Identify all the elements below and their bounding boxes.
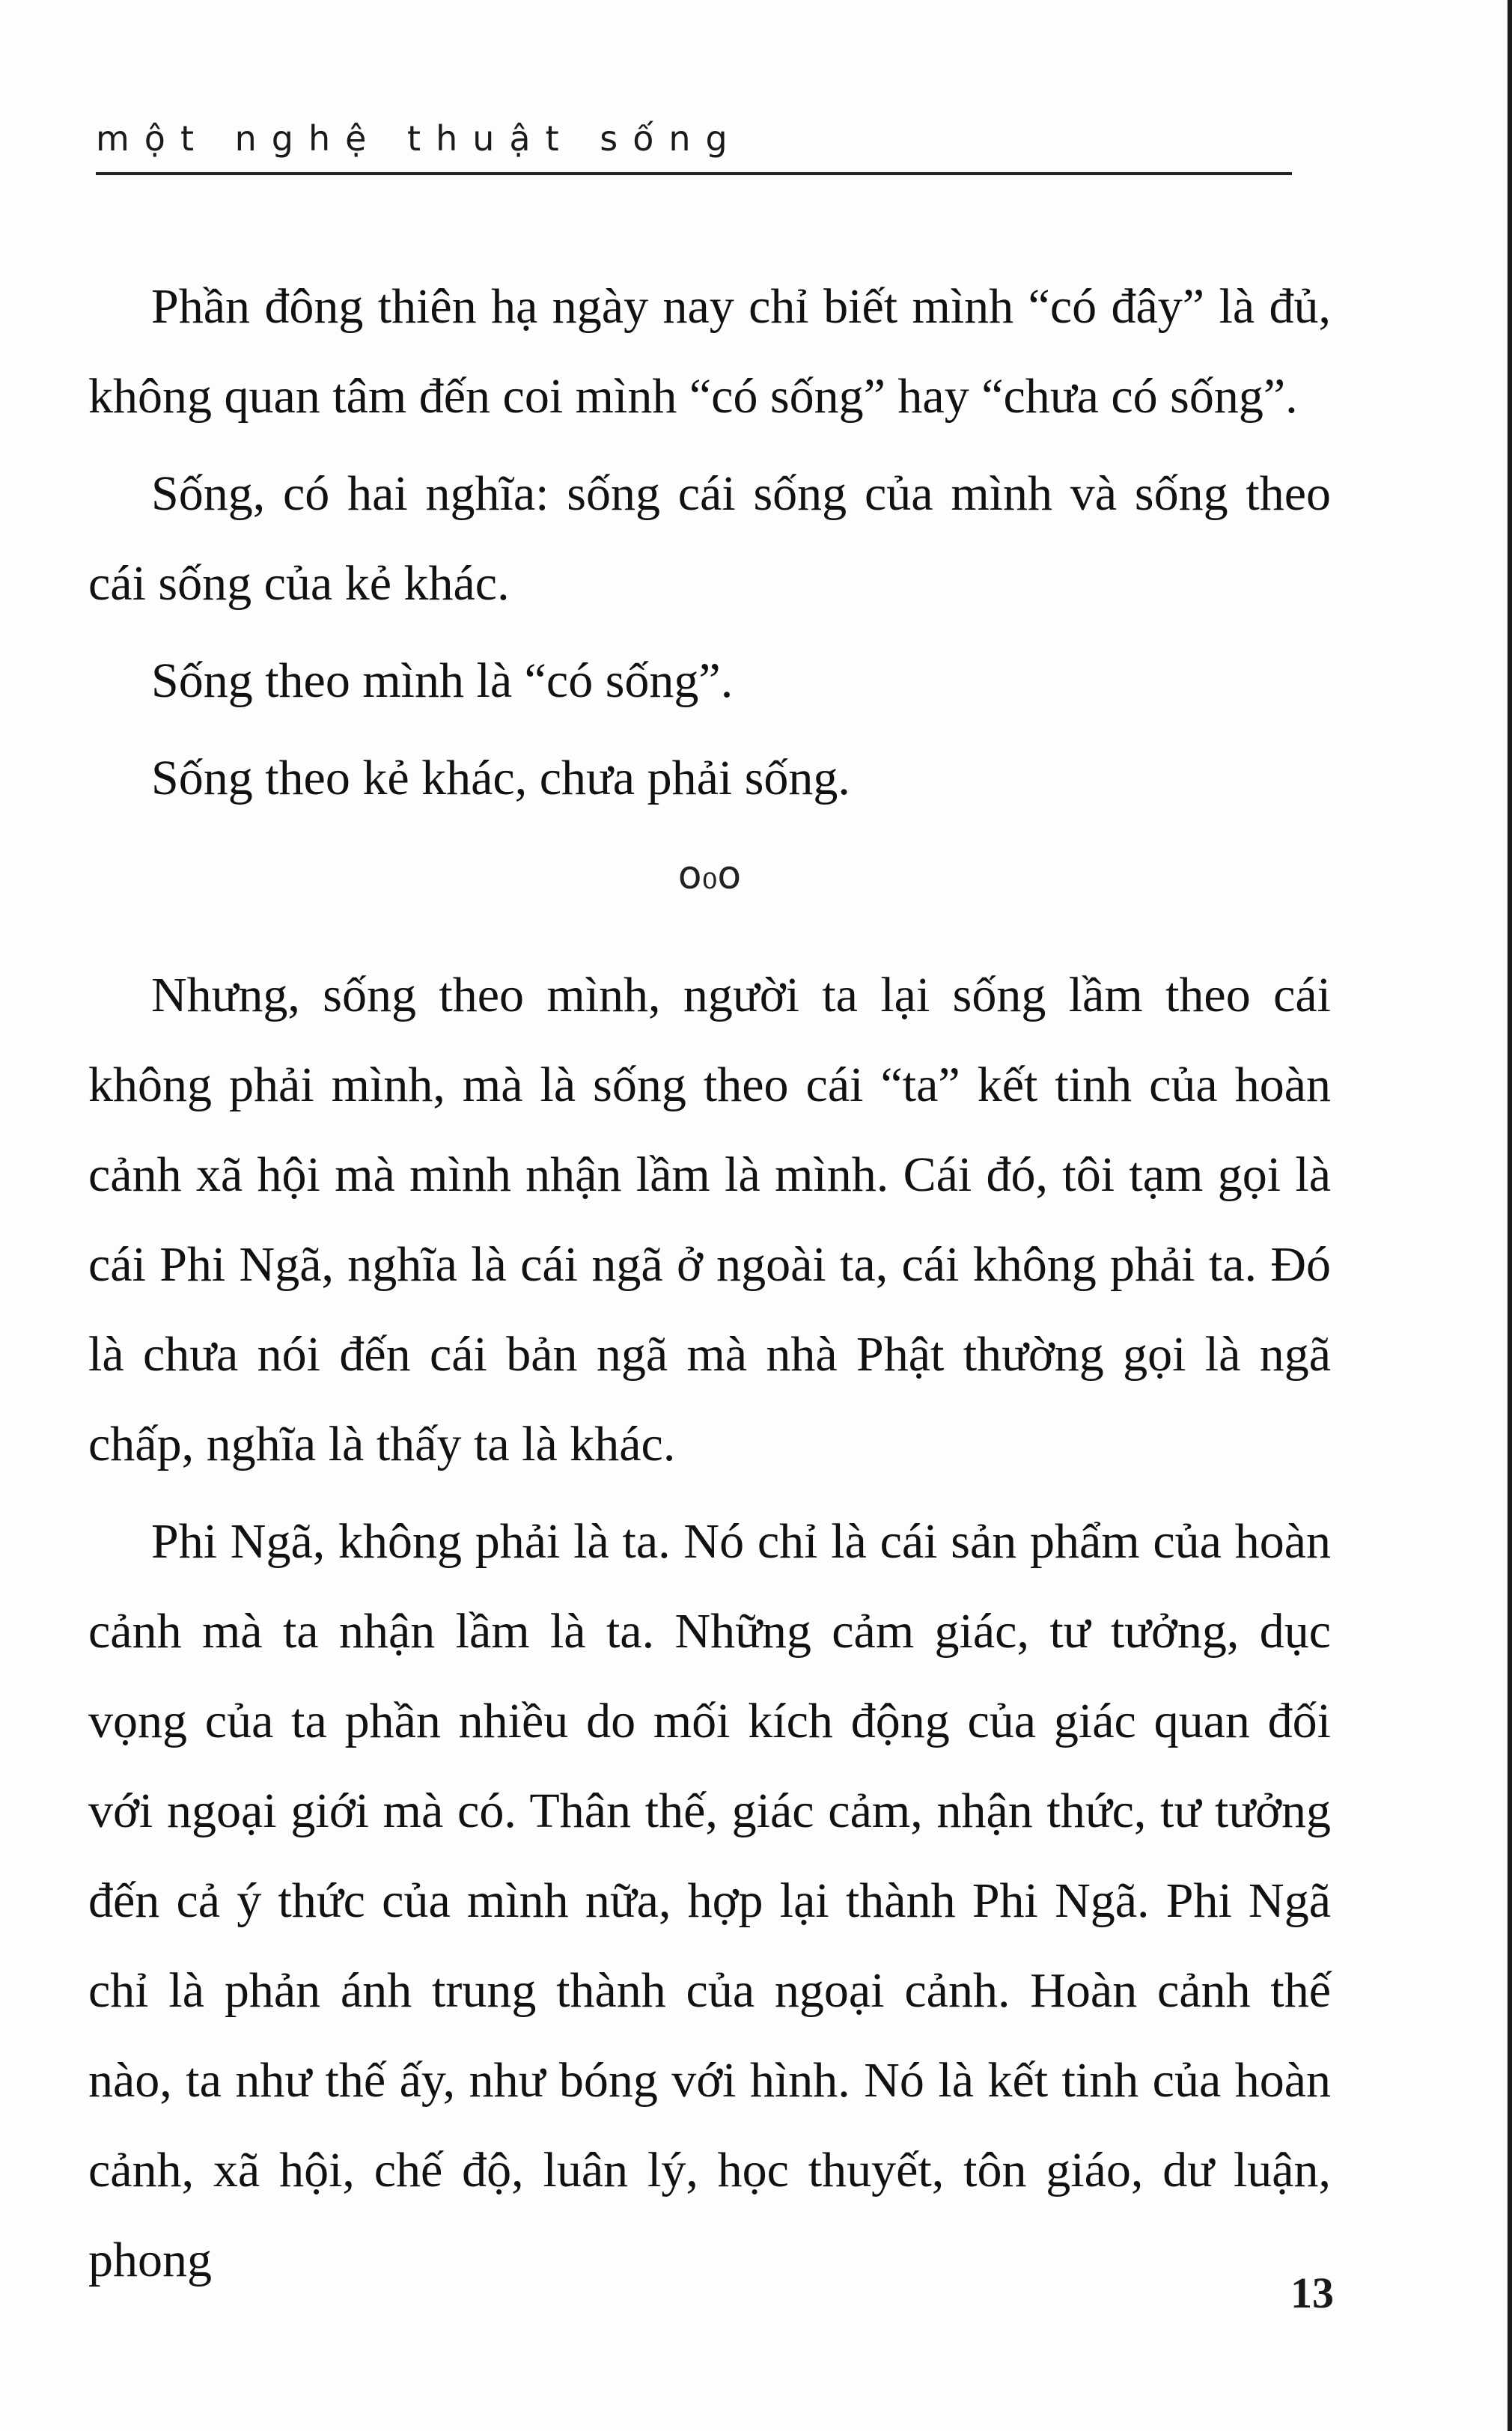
- paragraph: Sống theo kẻ khác, chưa phải sống.: [151, 751, 850, 805]
- body-text: [88, 262, 1331, 2305]
- page-edge: [1508, 0, 1512, 2431]
- paragraph: Nhưng, sống theo mình, người ta lại sống lầm theo cái không phải mình, mà là sống theo cái “ta” kết tinh của hoàn cảnh xã hội mà mình nhận lầm là mình. Cái đó, tôi tạm gọi là cái Phi Ngã, nghĩa là cái ngã ở ngoài ta, cái không phải ta. Đó là chưa nói đến cái bản ngã mà nhà Phật thường gọi là ngã chấp, nghĩa là thấy ta là khác.: [88, 968, 1331, 1471]
- paragraph: Sống, có hai nghĩa: sống cái sống của mình và sống theo cái sống của kẻ khác.: [88, 466, 1331, 611]
- section-break-ornament: o₀o: [677, 853, 742, 898]
- running-header: một nghệ thuật sống: [96, 118, 743, 159]
- paragraph: Phi Ngã, không phải là ta. Nó chỉ là cái sản phẩm của hoàn cảnh mà ta nhận lầm là ta. Những cảm giác, tư tưởng, dục vọng của ta phần nhiều do mối kích động của giác quan đối với ngoại giới mà có. Thân thế, giác cảm, nhận thức, tư tưởng đến cả ý thức của mình nữa, hợp lại thành Phi Ngã. Phi Ngã chỉ là phản ánh trung thành của ngoại cảnh. Hoàn cảnh thế nào, ta như thế ấy, như bóng với hình. Nó là kết tinh của hoàn cảnh, xã hội, chế độ, luân lý, học thuyết, tôn giáo, dư luận, phong: [88, 1514, 1331, 2287]
- paragraph: Sống theo mình là “có sống”.: [151, 653, 734, 708]
- paragraph: Phần đông thiên hạ ngày nay chỉ biết mình “có đây” là đủ, không quan tâm đến coi mình “có sống” hay “chưa có sống”.: [88, 279, 1331, 424]
- header-rule: [96, 172, 1292, 175]
- page-number: 13: [1290, 2269, 1334, 2317]
